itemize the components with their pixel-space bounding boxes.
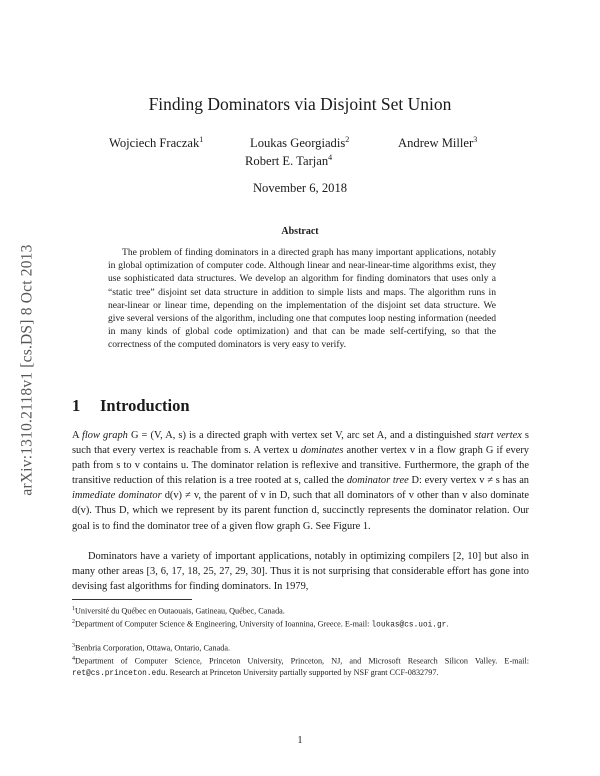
section-heading — [72, 396, 190, 416]
footnote-3-text: Benbria Corporation, Ottawa, Ontario, Canada. — [75, 643, 231, 653]
footnote-1-text: Université du Québec en Outaouais, Gatineau, Québec, Canada. — [75, 606, 285, 616]
author-1 — [109, 135, 203, 151]
author-4-mark: 4 — [328, 153, 333, 162]
author-3 — [398, 135, 477, 151]
term-flow-graph: flow graph — [82, 430, 128, 441]
author-2 — [250, 135, 349, 151]
author-4-name: Robert E. Tarjan — [245, 154, 329, 169]
footnote-2-email-link[interactable]: loukas@cs.uoi.gr — [371, 621, 447, 630]
footnote-4-mark: 4 — [72, 656, 75, 662]
p1-text-d: another vertex v in a flow graph G if every path from s to v contains u. The dominator relation is reflexive and transitive. Furthermore, the graph of the transitive reduction of this relation is a tree rooted at s, called the — [72, 445, 529, 487]
footnote-1-mark: 1 — [72, 606, 75, 612]
paper-date: November 6, 2018 — [252, 181, 348, 195]
author-3-name: Andrew Miller — [398, 136, 474, 151]
term-immediate-dominator: immediate dominator — [72, 490, 162, 502]
footnote-2-mark: 2 — [72, 619, 75, 625]
author-1-name: Wojciech Fraczak — [109, 136, 200, 151]
footnote-2-tail: . — [446, 619, 449, 629]
footnote-4-tail: . Research at Princeton University partially supported by NSF grant CCF-0832797. — [165, 667, 439, 677]
footnote-3 — [72, 641, 529, 654]
section-number: 1 — [72, 396, 81, 415]
abstract-heading: Abstract — [281, 226, 319, 237]
footnote-4-text: Department of Computer Science, Princeton University, Princeton, NJ, and Microsoft Research Silicon Valley. E-mail: — [75, 656, 529, 666]
paper-title: Finding Dominators via Disjoint Set Union — [148, 94, 452, 114]
section-title: Introduction — [100, 396, 190, 415]
term-dominator-tree: dominator tree — [346, 475, 409, 487]
footnote-2-text: Department of Computer Science & Engineering, University of Ioannina, Greece. E-mail: — [75, 619, 372, 629]
arxiv-identifier-text: arXiv:1310.2118v1 [cs.DS] 8 Oct 2013 — [19, 244, 36, 496]
p1-text-e: D: every vertex v ≠ s has an — [408, 475, 530, 487]
p1-text-b: G = (V, A, s) is a directed graph with vertex set V, arc set A, and a distinguished — [127, 430, 475, 441]
footnote-4-email-link[interactable]: ret@cs.princeton.edu — [72, 669, 166, 678]
intro-paragraph-1 — [72, 428, 529, 534]
p1-text-c: s such that every vertex is reachable from s. A vertex u — [72, 430, 529, 457]
footnote-3-mark: 3 — [72, 643, 75, 649]
arxiv-identifier-stamp — [6, 200, 50, 540]
footnote-2 — [72, 617, 529, 632]
footnote-4 — [72, 654, 529, 680]
author-2-mark: 2 — [345, 135, 350, 144]
author-3-mark: 3 — [473, 135, 478, 144]
intro-paragraph-2: Dominators have a variety of important applications, notably in optimizing compilers [2, 10] but also in many other areas [3, 6, 17, 18, 25, 27, 29, 30]. Thus it is not surprising that considerable effort has gone into devising fast algorithms for finding dominators. In 1979, — [72, 551, 529, 593]
term-dominates: dominates — [300, 445, 344, 457]
author-1-mark: 1 — [199, 135, 204, 144]
p1-text-a: A — [72, 430, 83, 441]
term-start-vertex: start vertex — [474, 430, 522, 441]
page-number: 1 — [297, 735, 303, 746]
abstract-text: The problem of finding dominators in a directed graph has many important applications, notably in global optimization of computer code. Although linear and near-linear-time algorithms exist, they use sophisticated data structures. We develop an algorithm for finding dominators that uses only a “static tree” disjoint set data structure in addition to simple lists and maps. The algorithm runs in near-linear or linear time, depending on the implementation of the disjoint set data structure. We give several versions of the algorithm, including one that computes loop nesting information (needed in many kinds of global code optimization) and that can be made self-certifying, so that the correctness of the computed dominators is very easy to verify. — [108, 247, 496, 351]
author-4 — [245, 153, 332, 169]
p1-text-f: d(v) ≠ v, the parent of v in D, such that all dominators of v other than v also dominate d(v). Thus D, which we represent by its parent function d, succinctly represents the dominator relation. Our goal is to find the dominator tree of a given flow graph G. See Figure 1. — [72, 490, 529, 532]
footnote-1 — [72, 604, 529, 617]
author-2-name: Loukas Georgiadis — [250, 136, 346, 151]
footnote-rule — [72, 599, 192, 600]
